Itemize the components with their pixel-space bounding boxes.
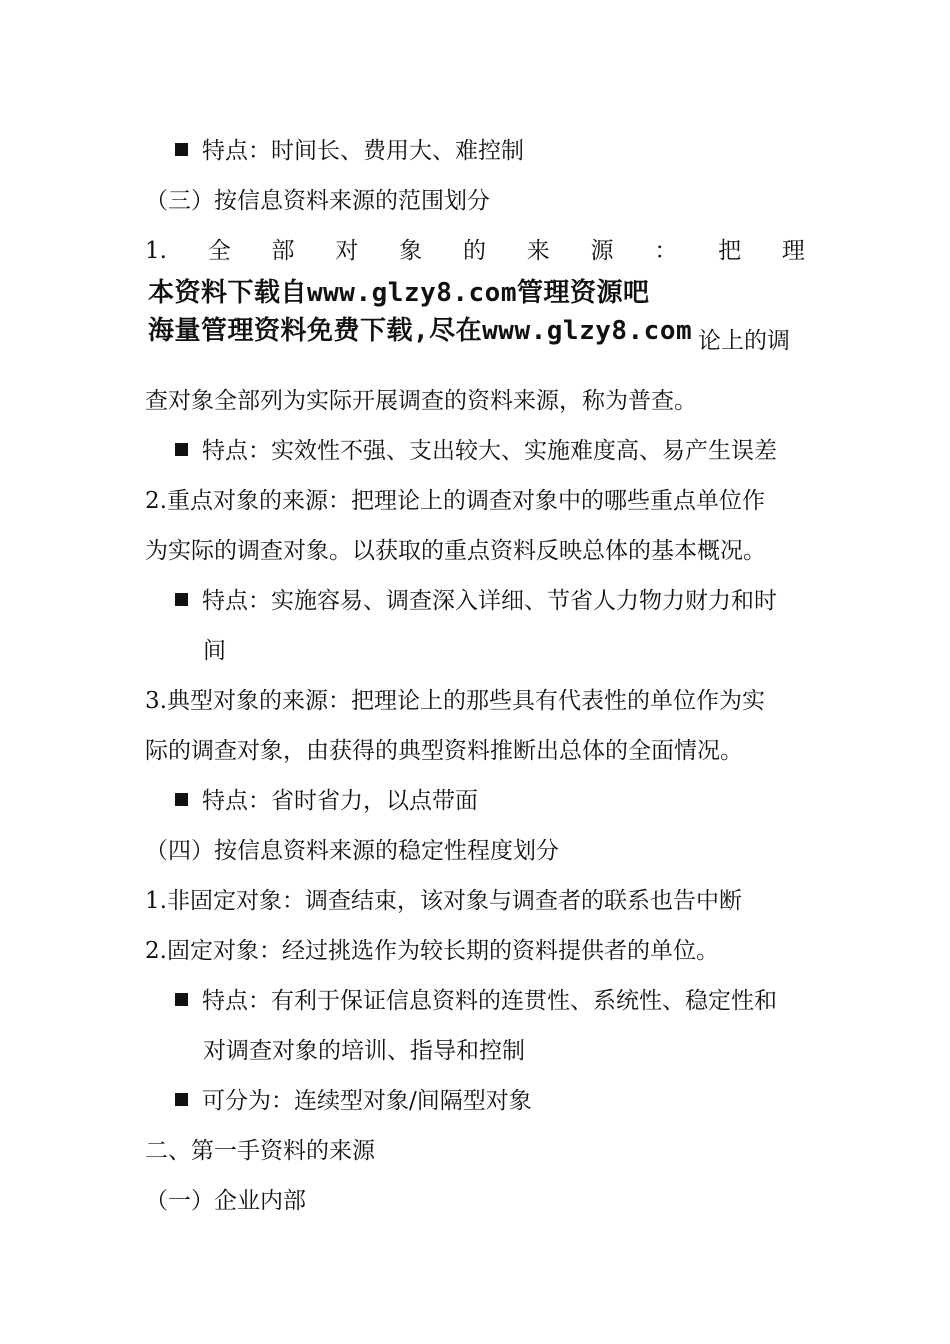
char: 来 bbox=[526, 238, 550, 264]
section-heading: 二、第一手资料的来源 bbox=[145, 1138, 375, 1164]
bullet-item bbox=[175, 136, 524, 166]
char: 全 bbox=[207, 238, 231, 264]
square-bullet-icon bbox=[175, 1093, 188, 1106]
char: 部 bbox=[271, 238, 295, 264]
square-bullet-icon bbox=[175, 143, 188, 156]
bullet-text: 特点：省时省力，以点带面 bbox=[202, 788, 478, 814]
square-bullet-icon bbox=[175, 593, 188, 606]
section-heading: （四）按信息资料来源的稳定性程度划分 bbox=[145, 838, 559, 864]
paragraph-line: 为实际的调查对象。以获取的重点资料反映总体的基本概况。 bbox=[145, 538, 766, 564]
bullet-text: 特点：时间长、费用大、难控制 bbox=[202, 138, 524, 164]
bullet-item bbox=[175, 1086, 532, 1116]
char: 的 bbox=[462, 238, 486, 264]
section-heading: （一）企业内部 bbox=[145, 1188, 306, 1214]
paragraph-line: 查对象全部列为实际开展调查的资料来源，称为普查。 bbox=[145, 388, 697, 414]
char: 1. bbox=[145, 238, 167, 264]
paragraph-line: 1.非固定对象：调查结束，该对象与调查者的联系也告中断 bbox=[145, 888, 742, 914]
watermark-line-1: 本资料下载自www.glzy8.com管理资源吧 bbox=[148, 278, 650, 308]
paragraph-line: 际的调查对象，由获得的典型资料推断出总体的全面情况。 bbox=[145, 738, 743, 764]
bullet-text: 特点：实施容易、调查深入详细、节省人力物力财力和时 bbox=[202, 588, 777, 614]
square-bullet-icon bbox=[175, 993, 188, 1006]
bullet-continuation: 间 bbox=[203, 638, 226, 664]
bullet-text: 特点：有利于保证信息资料的连贯性、系统性、稳定性和 bbox=[202, 988, 777, 1014]
bullet-item bbox=[175, 436, 777, 466]
char: 把 bbox=[718, 238, 742, 264]
char: ： bbox=[654, 238, 678, 264]
line-tail: 论上的调 bbox=[698, 328, 790, 354]
bullet-item bbox=[175, 986, 777, 1016]
char: 源 bbox=[590, 238, 614, 264]
square-bullet-icon bbox=[175, 793, 188, 806]
char: 象 bbox=[399, 238, 423, 264]
bullet-item bbox=[175, 786, 478, 816]
paragraph-line: 3.典型对象的来源：把理论上的那些具有代表性的单位作为实 bbox=[145, 688, 765, 714]
square-bullet-icon bbox=[175, 443, 188, 456]
char: 理 bbox=[781, 238, 805, 264]
bullet-continuation: 对调查对象的培训、指导和控制 bbox=[203, 1038, 525, 1064]
char: 对 bbox=[335, 238, 359, 264]
bullet-text: 可分为：连续型对象/间隔型对象 bbox=[202, 1088, 532, 1114]
watermark-line-2: 海量管理资料免费下载,尽在www.glzy8.com bbox=[148, 316, 693, 346]
bullet-item bbox=[175, 586, 777, 616]
spaced-line bbox=[145, 236, 805, 266]
bullet-text: 特点：实效性不强、支出较大、实施难度高、易产生误差 bbox=[202, 438, 777, 464]
section-heading: （三）按信息资料来源的范围划分 bbox=[145, 188, 490, 214]
paragraph-line: 2.固定对象：经过挑选作为较长期的资料提供者的单位。 bbox=[145, 938, 719, 964]
paragraph-line: 2.重点对象的来源：把理论上的调查对象中的哪些重点单位作 bbox=[145, 488, 765, 514]
